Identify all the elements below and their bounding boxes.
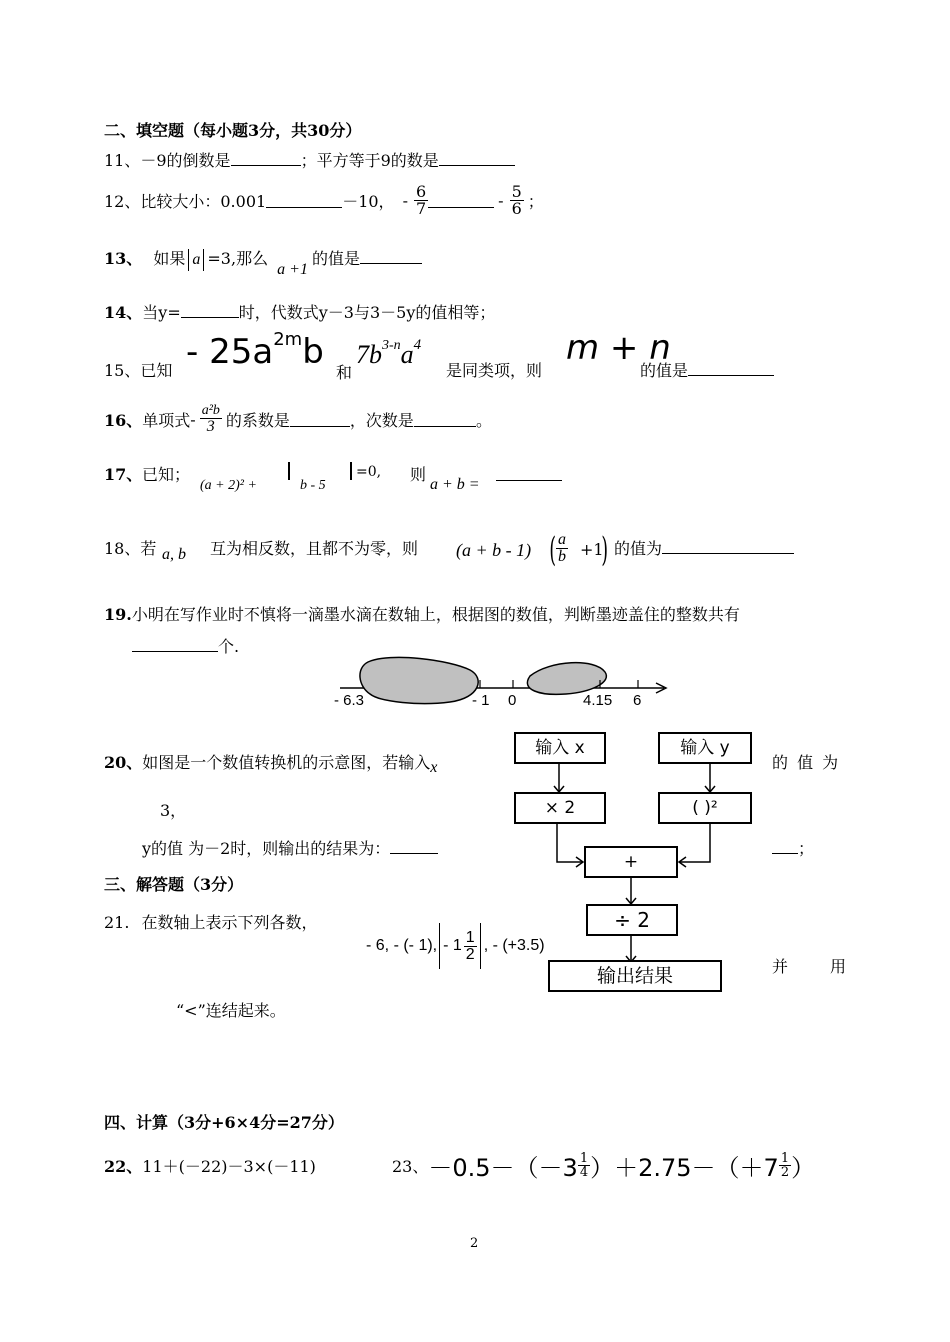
q21-text-2: 并: [772, 957, 789, 976]
q16-fraction: $\frac{\text{a²b}}{3}$: [201, 402, 220, 435]
question-12: [104, 176, 544, 224]
q17-text-3: 则: [410, 465, 427, 484]
q23-fraction-2: $\frac{1}{2}$: [780, 1150, 790, 1180]
output-result-box: 输出结果: [548, 960, 722, 992]
q14-text-2: 时，代数式y－3与3－5y的值相等；: [238, 303, 496, 322]
q15-and: 和: [336, 363, 353, 382]
q16-blank-2[interactable]: [414, 412, 476, 427]
section-3-title: 三、解答题（3分）: [104, 875, 244, 894]
q17-abs-left: [288, 462, 290, 480]
question-20-line-1: [104, 750, 438, 776]
nl-label-4.15: 4.15: [583, 692, 613, 709]
question-13: [104, 246, 422, 278]
nl-label-neg-1: - 1: [472, 692, 490, 709]
q20-text-1: 如图是一个数值转换机的示意图，若输入: [142, 753, 431, 772]
q21-list-2: , - (+3.5): [483, 937, 545, 954]
question-22: [104, 1154, 316, 1177]
q15-text-2: 是同类项，则: [446, 361, 543, 380]
q13-text-2: =3,: [207, 249, 237, 268]
q19-text-2: 个.: [218, 637, 240, 656]
q14-blank[interactable]: [181, 303, 239, 318]
q17-expr-3: a + b =: [430, 476, 480, 493]
ink-blot-number-line: [330, 650, 680, 712]
q13-text-1: 如果: [153, 249, 186, 268]
input-x-box: 输入 x: [514, 732, 606, 764]
section-4-title: 四、计算（3分+6×4分=27分）: [104, 1113, 344, 1132]
q16-text-1: 单项式: [142, 410, 191, 430]
question-21-line-1: [104, 910, 317, 933]
q22-number: 22、: [104, 1157, 143, 1176]
q12-neg-2: -: [498, 190, 504, 210]
q23-expr-1: －0.5－（－3: [428, 1153, 578, 1182]
q22-expression: 11＋(－22)－3×(－11): [142, 1157, 316, 1176]
question-14: [104, 300, 495, 323]
q18-tail: 的值为: [614, 536, 794, 559]
square-box: ( )²: [658, 792, 752, 824]
q15-term-2: $7b^{3-n}a^4$: [356, 337, 422, 369]
q14-text-1: 当y=: [142, 303, 181, 322]
q18-blank[interactable]: [662, 539, 794, 554]
q12-fraction-2: $\frac{5}{6}$: [511, 181, 522, 218]
q18-plus-one: +1: [580, 540, 604, 559]
q17-expr-2: b - 5: [300, 478, 326, 493]
q23-number: 23、: [392, 1156, 429, 1176]
q16-blank-1[interactable]: [290, 412, 350, 427]
q13-blank[interactable]: [360, 249, 422, 264]
q19-blank[interactable]: [132, 637, 218, 652]
q18-paren-right: ): [601, 530, 608, 570]
q13-abs-var: a: [192, 251, 201, 268]
q11-blank-1[interactable]: [231, 151, 301, 166]
q17-text-2: =0,: [356, 464, 382, 480]
q18-text-2: 互为相反数，且都不为零，则: [210, 539, 419, 558]
section-2-title: 二、填空题（每小题3分，共30分）: [104, 121, 362, 140]
q11-number: 11、: [104, 151, 141, 170]
q20-text-3: 3，: [160, 801, 187, 820]
q21-text-4: “<”连结起来。: [176, 1001, 286, 1020]
q20-text-4: y的值 为－2时，则输出的结果为：: [142, 839, 391, 858]
q16-text-3: ，次数是: [349, 410, 414, 430]
q23-fraction-1: $\frac{1}{4}$: [579, 1150, 589, 1180]
q12-blank-1[interactable]: [266, 193, 342, 208]
page-number: 2: [470, 1236, 479, 1251]
q20-text-2: 的 值 为: [772, 753, 841, 772]
q20-number: 20、: [104, 753, 143, 772]
q16-neg: -: [190, 409, 196, 429]
q23-expr-2: ）＋2.75－（＋7: [590, 1153, 779, 1182]
times-two-box: × 2: [514, 792, 606, 824]
q20-tail: ；: [772, 836, 814, 859]
q11-text-1: －9的倒数是: [140, 151, 231, 170]
q12-blank-2[interactable]: [428, 193, 494, 208]
nl-label-6: 6: [633, 692, 642, 709]
q18-fraction: $\frac{a}{b}$: [558, 531, 566, 565]
q13-text-4: 的值是: [311, 249, 360, 268]
ink-blot-left: [360, 657, 478, 703]
q17-expr-1: (a + 2)² +: [200, 478, 257, 493]
q21-mixed-whole: - 1: [443, 937, 462, 954]
nl-label-neg-6.3: - 6.3: [334, 692, 365, 709]
plus-box: +: [584, 846, 678, 878]
q12-number: 12、: [104, 191, 141, 211]
q17-text-1: 已知；: [142, 465, 191, 484]
q14-number: 14、: [104, 303, 143, 322]
q18-paren-left: (: [549, 530, 556, 570]
q15-term-1: - $25a^{2m}b$: [186, 328, 324, 372]
q17-number: 17、: [104, 465, 143, 484]
q21-number: 21.: [104, 913, 130, 932]
question-20-line-3: [142, 836, 438, 859]
q21-mixed-fraction: $\frac{1}{2}$: [465, 928, 475, 963]
question-23: [392, 1140, 815, 1190]
q11-text-2: ；平方等于9的数是: [300, 151, 439, 170]
question-19-line-1: [104, 602, 740, 625]
q20-blank-1[interactable]: [390, 839, 438, 854]
input-y-box: 输入 y: [658, 732, 752, 764]
nl-label-0: 0: [508, 692, 517, 709]
q18-expr-1: (a + b - 1): [456, 540, 532, 560]
q19-text-1: 小明在写作业时不慎将一滴墨水滴在数轴上，根据图的数值，判断墨迹盖住的整数共有: [131, 605, 740, 624]
q23-expr-3: ）: [791, 1153, 816, 1182]
q15-number-text: 15、已知: [104, 361, 173, 380]
q20-x: x: [430, 759, 438, 776]
q15-tail: 的值是: [640, 358, 774, 381]
q16-text-4: 。: [475, 410, 492, 430]
q13-number: 13、: [104, 249, 143, 268]
q12-neg-1: -: [402, 190, 408, 210]
q13-text-3: 那么: [236, 249, 269, 268]
q11-blank-2[interactable]: [439, 151, 515, 166]
q21-list-1: - 6, - (- 1),: [366, 937, 438, 954]
q21-number-list: [366, 918, 545, 974]
q15-blank[interactable]: [688, 361, 774, 376]
question-11: [104, 148, 515, 171]
ink-blot-right: [527, 663, 606, 695]
q18-a-b: a, b: [162, 546, 186, 563]
q17-abs-right: [350, 462, 352, 480]
q12-end: ；: [527, 191, 544, 211]
q16-number: 16、: [104, 410, 143, 430]
q18-number-text: 18、若: [104, 539, 157, 558]
question-19-line-2: [132, 634, 239, 657]
question-16: [104, 392, 492, 446]
q16-text-2: 的系数是: [225, 410, 290, 430]
q12-text-1: 比较大小：0.001: [140, 191, 267, 211]
q21-text-3: 用: [830, 957, 847, 976]
divide-two-box: ÷ 2: [586, 904, 678, 936]
q12-text-2: －10，: [342, 191, 395, 211]
q13-expression: a +1: [277, 261, 308, 278]
q17-blank[interactable]: [496, 474, 562, 481]
q21-text-1: 在数轴上表示下列各数，: [141, 913, 318, 932]
q19-number: 19.: [104, 605, 132, 624]
q15-m-plus-n: m + n: [566, 328, 671, 368]
q12-fraction-1: $\frac{6}{7}$: [415, 181, 427, 218]
